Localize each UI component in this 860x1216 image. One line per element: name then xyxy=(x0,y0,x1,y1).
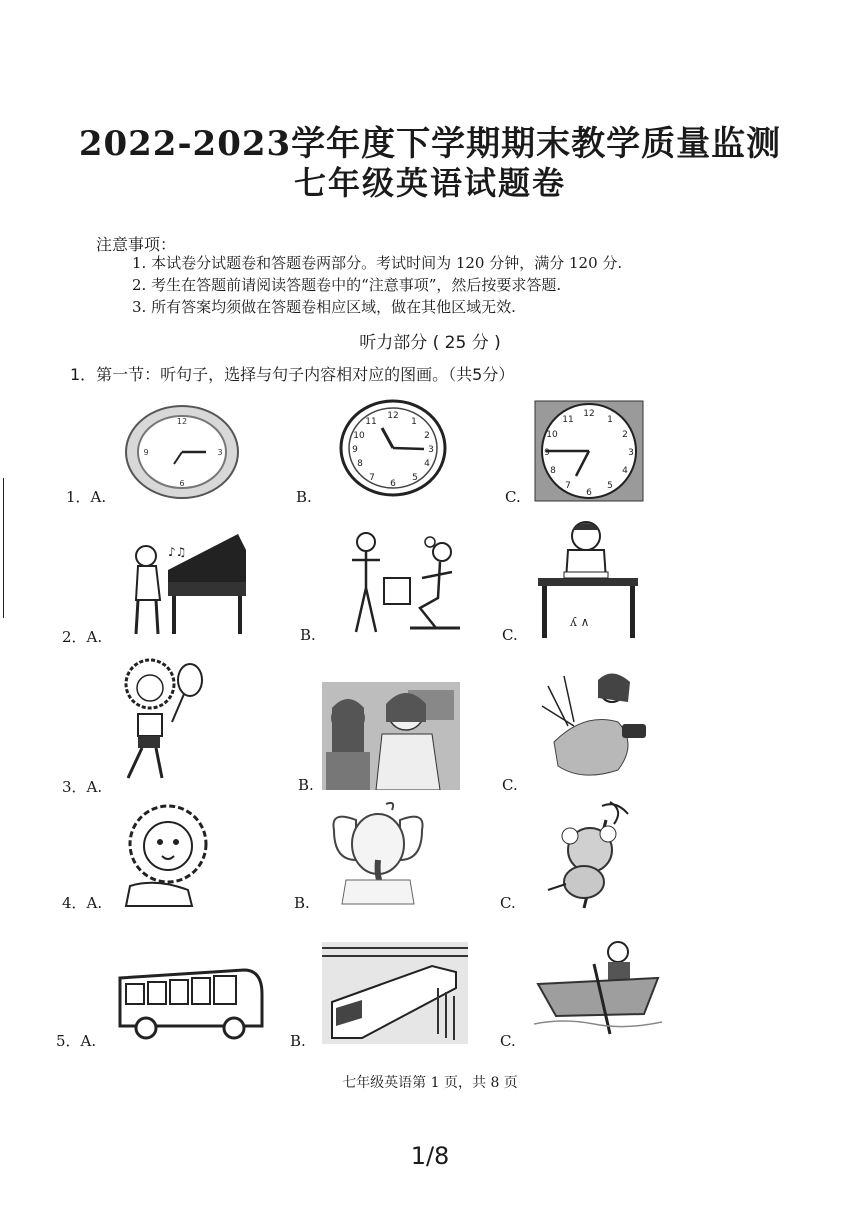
option-label-3a: 3．A. xyxy=(62,778,103,796)
svg-text:4: 4 xyxy=(622,466,628,476)
boy-at-desk-icon xyxy=(534,516,644,640)
page-indicator: 1/8 xyxy=(410,1142,450,1170)
notice-item: 3. 所有答案均须做在答题卷相应区域，做在其他区域无效. xyxy=(132,298,516,316)
boat-icon xyxy=(534,934,662,1040)
svg-text:2: 2 xyxy=(424,431,430,441)
svg-text:12: 12 xyxy=(387,411,399,421)
svg-text:6: 6 xyxy=(390,479,396,489)
svg-text:12: 12 xyxy=(176,417,188,426)
svg-text:♪♫: ♪♫ xyxy=(168,545,187,559)
svg-text:3: 3 xyxy=(217,448,223,457)
option-label-5b: B. xyxy=(290,1032,306,1050)
svg-text:9: 9 xyxy=(544,448,550,458)
option-label-4b: B. xyxy=(294,894,310,912)
clock-icon xyxy=(338,398,448,498)
option-label-2c: C. xyxy=(502,626,518,644)
svg-text:5: 5 xyxy=(412,473,418,483)
svg-text:7: 7 xyxy=(565,481,571,491)
svg-text:8: 8 xyxy=(357,459,363,469)
svg-text:6: 6 xyxy=(179,479,185,488)
option-label-1c: C. xyxy=(505,488,521,506)
part1-instruction: 1．第一节：听句子，选择与句子内容相对应的图画。（共5分） xyxy=(70,365,515,384)
svg-text:1: 1 xyxy=(411,417,417,427)
svg-text:1: 1 xyxy=(607,415,613,425)
train-icon xyxy=(322,942,468,1044)
svg-text:10: 10 xyxy=(353,431,365,441)
girl-on-phone-icon xyxy=(534,666,656,784)
svg-text:2: 2 xyxy=(622,430,628,440)
svg-text:3: 3 xyxy=(628,448,634,458)
option-label-2a: 2．A. xyxy=(62,628,103,646)
option-label-5a: 5．A. xyxy=(56,1032,97,1050)
svg-text:3: 3 xyxy=(428,445,434,455)
scan-edge-line xyxy=(3,478,4,618)
listening-section-title: 听力部分 ( 25 分 ) xyxy=(359,333,501,353)
svg-text:10: 10 xyxy=(546,430,558,440)
exam-title: 2022-2023学年度下学期期末教学质量监测 xyxy=(78,124,782,164)
exercise-people-icon xyxy=(340,528,470,640)
option-label-4c: C. xyxy=(500,894,516,912)
notice-item: 1. 本试卷分试题卷和答题卷两部分。考试时间为 120 分钟，满分 120 分. xyxy=(132,254,623,272)
svg-text:ʎ ∧: ʎ ∧ xyxy=(570,615,590,629)
svg-text:8: 8 xyxy=(550,466,556,476)
exam-subtitle: 七年级英语试题卷 xyxy=(293,164,566,202)
svg-text:11: 11 xyxy=(365,417,377,427)
svg-text:11: 11 xyxy=(562,415,574,425)
svg-text:9: 9 xyxy=(352,445,358,455)
option-label-1a: 1．A. xyxy=(66,488,107,506)
clock-icon xyxy=(122,402,242,502)
option-label-5c: C. xyxy=(500,1032,516,1050)
bus-icon xyxy=(116,964,264,1042)
clock-icon xyxy=(534,400,644,502)
page-footer: 七年级英语第 1 页，共 8 页 xyxy=(342,1075,518,1091)
koala-icon xyxy=(544,800,636,912)
notice-heading: 注意事项： xyxy=(96,235,177,254)
elephant-icon xyxy=(326,800,430,906)
boy-with-racket-icon xyxy=(118,654,212,782)
lion-icon xyxy=(116,802,216,908)
option-label-3c: C. xyxy=(502,776,518,794)
svg-text:5: 5 xyxy=(607,481,613,491)
svg-text:4: 4 xyxy=(424,459,430,469)
option-label-1b: B. xyxy=(296,488,312,506)
option-label-3b: B. xyxy=(298,776,314,794)
svg-text:9: 9 xyxy=(143,448,149,457)
two-women-icon xyxy=(322,682,460,790)
svg-text:7: 7 xyxy=(369,473,375,483)
svg-text:12: 12 xyxy=(583,409,595,419)
option-label-4a: 4．A. xyxy=(62,894,103,912)
svg-text:6: 6 xyxy=(586,488,592,498)
notice-item: 2. 考生在答题前请阅读答题卷中的“注意事项”，然后按要求答题. xyxy=(132,276,562,294)
piano-girl-icon xyxy=(128,530,250,638)
option-label-2b: B. xyxy=(300,626,316,644)
